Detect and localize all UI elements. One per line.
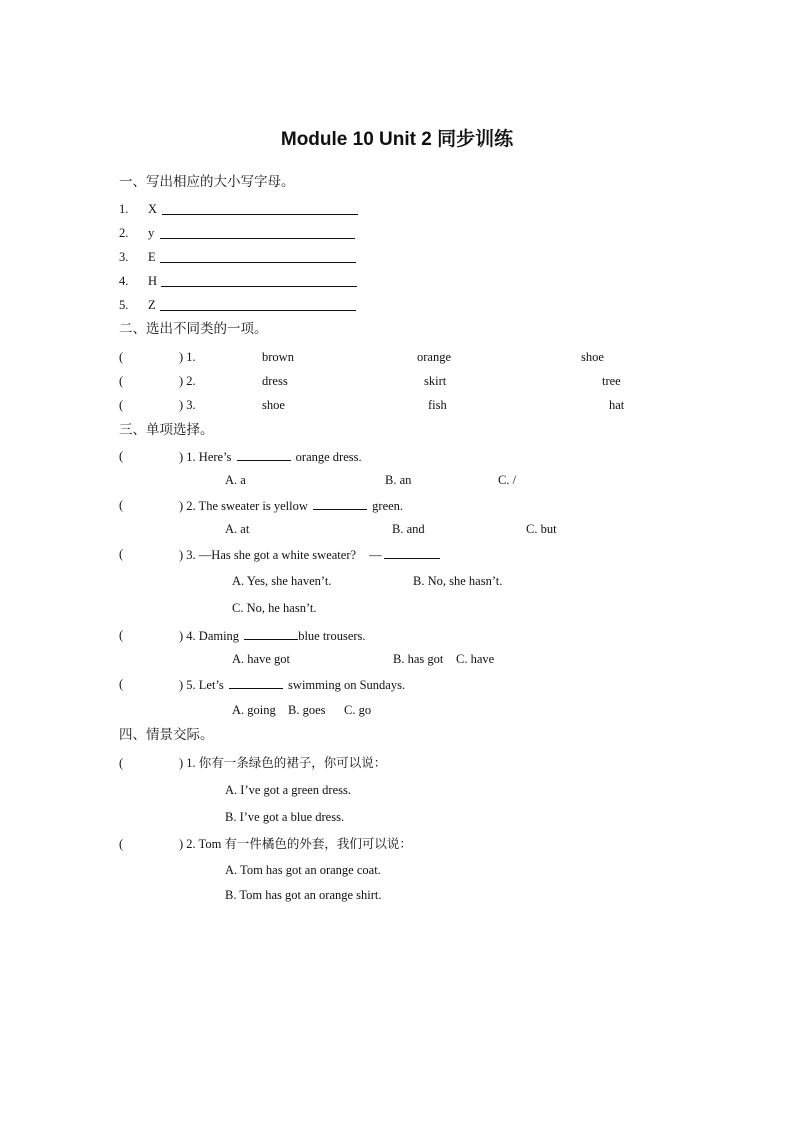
answer-paren[interactable]: ( — [119, 374, 124, 388]
option-b: B. Tom has got an orange shirt. — [225, 888, 382, 902]
word-a: dress — [262, 374, 288, 388]
question-number: ) 2. — [179, 374, 196, 388]
option-c: C. No, he hasn’t. — [232, 601, 317, 615]
option-a: A. Tom has got an orange coat. — [225, 863, 381, 877]
fill-blank[interactable] — [244, 627, 298, 640]
answer-paren[interactable]: ( — [119, 498, 124, 512]
fill-blank[interactable] — [237, 448, 291, 461]
s1-item-num: 2. — [119, 226, 129, 240]
word-a: brown — [262, 350, 294, 364]
option-c: C. go — [344, 703, 372, 717]
option-b: B. goes — [288, 703, 326, 717]
s1-item-num: 4. — [119, 274, 129, 288]
s1-item-num: 3. — [119, 250, 129, 264]
question-stem: ) 2. The sweater is yellow — [179, 499, 308, 513]
option-b: B. No, she hasn’t. — [413, 574, 503, 588]
s1-answer-line[interactable] — [162, 214, 358, 215]
section4-heading: 四、情景交际。 — [119, 727, 214, 742]
word-a: shoe — [262, 398, 285, 412]
fill-blank[interactable] — [313, 497, 367, 510]
fill-blank[interactable] — [384, 546, 440, 559]
answer-paren[interactable]: ( — [119, 837, 124, 851]
word-b: orange — [417, 350, 452, 364]
answer-paren[interactable]: ( — [119, 398, 124, 412]
question-text — [179, 546, 442, 563]
reply-dash: — — [369, 548, 382, 562]
word-c: shoe — [581, 350, 604, 364]
question-text: ) 1. 你有一条绿色的裙子，你可以说： — [179, 756, 387, 770]
option-b: B. has got — [393, 652, 444, 666]
option-c: C. have — [456, 652, 495, 666]
s1-item-letter: X — [148, 202, 158, 216]
answer-paren[interactable]: ( — [119, 449, 124, 463]
question-text — [179, 676, 405, 693]
s1-answer-line[interactable] — [160, 262, 356, 263]
question-stem: ) 3. —Has she got a white sweater? — [179, 548, 357, 562]
question-stem: ) 5. Let’s — [179, 678, 224, 692]
s1-item-letter: E — [148, 250, 156, 264]
s1-answer-line[interactable] — [160, 238, 355, 239]
question-stem: ) 4. Daming — [179, 629, 240, 643]
option-b: B. and — [392, 522, 425, 536]
option-a: A. have got — [232, 652, 290, 666]
fill-blank[interactable] — [229, 676, 283, 689]
question-text: ) 2. Tom 有一件橘色的外套，我们可以说： — [179, 837, 412, 851]
option-c: C. but — [526, 522, 557, 536]
option-a: A. at — [225, 522, 250, 536]
question-number: ) 1. — [179, 350, 196, 364]
answer-paren[interactable]: ( — [119, 350, 124, 364]
question-tail: green. — [372, 499, 404, 513]
option-a: A. a — [225, 473, 246, 487]
word-c: hat — [609, 398, 625, 412]
word-c: tree — [602, 374, 621, 388]
option-a: A. going — [232, 703, 276, 717]
section3-heading: 三、单项选择。 — [119, 422, 214, 437]
question-text — [179, 627, 366, 644]
answer-paren[interactable]: ( — [119, 756, 124, 770]
question-text — [179, 497, 403, 514]
option-c: C. / — [498, 473, 517, 487]
option-a: A. I’ve got a green dress. — [225, 783, 351, 797]
answer-paren[interactable]: ( — [119, 628, 124, 642]
s1-item-letter: y — [148, 226, 155, 240]
question-stem: ) 1. Here’s — [179, 450, 232, 464]
page-title: Module 10 Unit 2 同步训练 — [280, 129, 514, 150]
question-text — [179, 448, 362, 465]
section2-heading: 二、选出不同类的一项。 — [119, 321, 268, 336]
answer-paren[interactable]: ( — [119, 547, 124, 561]
s1-answer-line[interactable] — [160, 310, 356, 311]
option-b: B. an — [385, 473, 412, 487]
question-number: ) 3. — [179, 398, 196, 412]
option-a: A. Yes, she haven’t. — [232, 574, 332, 588]
s1-item-num: 5. — [119, 298, 129, 312]
word-b: skirt — [424, 374, 447, 388]
s1-item-num: 1. — [119, 202, 129, 216]
word-b: fish — [428, 398, 447, 412]
answer-paren[interactable]: ( — [119, 677, 124, 691]
s1-item-letter: Z — [148, 298, 156, 312]
s1-item-letter: H — [148, 274, 158, 288]
s1-answer-line[interactable] — [161, 286, 357, 287]
question-tail: swimming on Sundays. — [288, 678, 406, 692]
question-tail: orange dress. — [295, 450, 362, 464]
question-tail: blue trousers. — [298, 629, 366, 643]
option-b: B. I’ve got a blue dress. — [225, 810, 345, 824]
section1-heading: 一、写出相应的大小写字母。 — [119, 174, 295, 189]
